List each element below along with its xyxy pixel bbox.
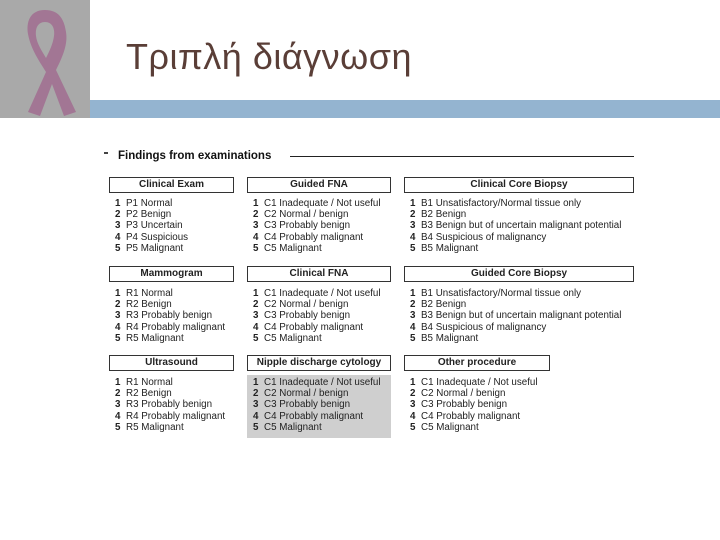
list-item xyxy=(410,333,634,344)
item-number: 5 xyxy=(253,421,259,433)
list-item xyxy=(410,198,634,209)
item-text: C3 Probably benign xyxy=(421,399,508,411)
item-number: 3 xyxy=(115,310,121,322)
item-number: 1 xyxy=(253,198,259,209)
panel-header-clinical-exam: Clinical Exam xyxy=(109,177,234,193)
findings-heading: Findings from examinations xyxy=(118,150,272,162)
item-number: 1 xyxy=(115,377,121,388)
list-item xyxy=(253,209,391,220)
item-text: B4 Suspicious of malignancy xyxy=(421,231,547,243)
list-item xyxy=(410,388,550,399)
item-text: B2 Benign xyxy=(421,299,467,311)
item-text: P5 Malignant xyxy=(126,242,184,254)
item-text: C2 Normal / benign xyxy=(264,299,349,311)
list-item xyxy=(115,333,235,344)
item-text: P2 Benign xyxy=(126,209,172,221)
list-item xyxy=(253,333,391,344)
list-item xyxy=(253,220,391,231)
panel-header-guided-fna: Guided FNA xyxy=(247,177,391,193)
panel-list-guided-fna xyxy=(247,198,391,254)
item-text: C4 Probably malignant xyxy=(264,410,364,422)
item-text: C4 Probably malignant xyxy=(264,231,364,243)
item-number: 3 xyxy=(253,310,259,322)
list-item xyxy=(410,288,634,299)
item-text: C4 Probably malignant xyxy=(264,321,364,333)
item-number: 5 xyxy=(410,332,416,344)
item-text: R5 Malignant xyxy=(126,421,184,433)
item-number: 5 xyxy=(115,421,121,433)
list-item xyxy=(253,422,391,433)
list-item xyxy=(115,299,235,310)
panel-header-ultrasound: Ultrasound xyxy=(109,355,234,371)
item-text: R2 Benign xyxy=(126,388,172,400)
item-number: 3 xyxy=(253,399,259,411)
ribbon-logo-panel xyxy=(0,0,90,118)
list-item xyxy=(410,310,634,321)
item-number: 2 xyxy=(410,299,416,311)
list-item xyxy=(253,399,391,410)
panel-list-guided-core-biopsy xyxy=(410,288,634,344)
item-text: B3 Benign but of uncertain malignant potential xyxy=(421,310,622,322)
item-number: 4 xyxy=(115,321,121,333)
list-item xyxy=(253,377,391,388)
list-item xyxy=(115,422,235,433)
list-item xyxy=(115,232,235,243)
item-text: P1 Normal xyxy=(126,198,173,209)
item-text: C5 Malignant xyxy=(264,332,322,344)
item-text: R4 Probably malignant xyxy=(126,321,226,333)
item-text: C5 Malignant xyxy=(264,242,322,254)
list-item xyxy=(410,232,634,243)
panel-header-nipple-discharge-cytology: Nipple discharge cytology xyxy=(247,355,391,371)
panel-list-nipple-discharge-cytology xyxy=(247,375,391,438)
item-text: C2 Normal / benign xyxy=(264,209,349,221)
list-item xyxy=(115,411,235,422)
item-number: 4 xyxy=(115,410,121,422)
item-number: 2 xyxy=(410,209,416,221)
item-number: 2 xyxy=(253,209,259,221)
panel-list-clinical-exam xyxy=(115,198,235,254)
item-text: C2 Normal / benign xyxy=(264,388,349,400)
list-item xyxy=(410,322,634,333)
item-number: 5 xyxy=(115,332,121,344)
list-item xyxy=(253,388,391,399)
item-text: R5 Malignant xyxy=(126,332,184,344)
item-text: C1 Inadequate / Not useful xyxy=(264,198,381,209)
panel-list-clinical-core-biopsy xyxy=(410,198,634,254)
item-number: 5 xyxy=(253,332,259,344)
slide-title: Τριπλή διάγνωση xyxy=(126,36,413,77)
panel-list-clinical-fna xyxy=(247,288,391,344)
item-text: B4 Suspicious of malignancy xyxy=(421,321,547,333)
item-number: 2 xyxy=(253,388,259,400)
list-item xyxy=(253,299,391,310)
item-number: 4 xyxy=(410,321,416,333)
list-item xyxy=(115,243,235,254)
list-item xyxy=(115,388,235,399)
item-text: B1 Unsatisfactory/Normal tissue only xyxy=(421,288,582,299)
item-text: B5 Malignant xyxy=(421,332,479,344)
item-text: C1 Inadequate / Not useful xyxy=(264,377,381,388)
panel-header-clinical-fna: Clinical FNA xyxy=(247,266,391,282)
item-text: C5 Malignant xyxy=(421,421,479,433)
list-item xyxy=(410,399,550,410)
item-number: 1 xyxy=(410,198,416,209)
findings-rule xyxy=(290,156,634,157)
bullet-mark xyxy=(104,152,108,154)
item-number: 4 xyxy=(253,321,259,333)
item-text: R3 Probably benign xyxy=(126,399,213,411)
item-text: B3 Benign but of uncertain malignant potential xyxy=(421,220,622,232)
item-number: 2 xyxy=(253,299,259,311)
list-item xyxy=(115,399,235,410)
title-divider-bar xyxy=(90,100,720,118)
item-number: 1 xyxy=(115,198,121,209)
item-number: 1 xyxy=(410,288,416,299)
list-item xyxy=(253,411,391,422)
item-number: 3 xyxy=(410,310,416,322)
list-item xyxy=(115,198,235,209)
item-number: 1 xyxy=(253,377,259,388)
item-text: R3 Probably benign xyxy=(126,310,213,322)
item-number: 3 xyxy=(115,399,121,411)
item-number: 4 xyxy=(115,231,121,243)
item-number: 2 xyxy=(115,388,121,400)
item-number: 4 xyxy=(253,231,259,243)
item-number: 1 xyxy=(410,377,416,388)
item-number: 5 xyxy=(410,421,416,433)
item-number: 4 xyxy=(410,410,416,422)
item-text: R1 Normal xyxy=(126,377,173,388)
item-number: 5 xyxy=(410,242,416,254)
list-item xyxy=(253,322,391,333)
item-number: 3 xyxy=(253,220,259,232)
item-text: R2 Benign xyxy=(126,299,172,311)
panel-header-other-procedure: Other procedure xyxy=(404,355,550,371)
panel-list-mammogram xyxy=(115,288,235,344)
panel-header-clinical-core-biopsy: Clinical Core Biopsy xyxy=(404,177,634,193)
list-item xyxy=(410,411,550,422)
panel-list-other-procedure xyxy=(410,377,550,433)
list-item xyxy=(253,310,391,321)
list-item xyxy=(410,377,550,388)
list-item xyxy=(253,232,391,243)
item-number: 5 xyxy=(253,242,259,254)
item-text: R4 Probably malignant xyxy=(126,410,226,422)
list-item xyxy=(115,310,235,321)
item-number: 2 xyxy=(115,299,121,311)
list-item xyxy=(410,220,634,231)
panel-header-guided-core-biopsy: Guided Core Biopsy xyxy=(404,266,634,282)
item-text: C1 Inadequate / Not useful xyxy=(421,377,538,388)
awareness-ribbon-icon xyxy=(0,0,90,118)
list-item xyxy=(115,209,235,220)
item-text: C3 Probably benign xyxy=(264,399,351,411)
item-number: 1 xyxy=(115,288,121,299)
item-number: 2 xyxy=(115,209,121,221)
item-number: 3 xyxy=(410,220,416,232)
item-text: C2 Normal / benign xyxy=(421,388,506,400)
list-item xyxy=(410,299,634,310)
list-item xyxy=(410,243,634,254)
item-text: P3 Uncertain xyxy=(126,220,183,232)
item-number: 3 xyxy=(410,399,416,411)
list-item xyxy=(410,422,550,433)
list-item xyxy=(115,220,235,231)
item-text: C3 Probably benign xyxy=(264,220,351,232)
list-item xyxy=(410,209,634,220)
list-item xyxy=(115,322,235,333)
item-text: B2 Benign xyxy=(421,209,467,221)
item-text: R1 Normal xyxy=(126,288,173,299)
list-item xyxy=(253,198,391,209)
item-number: 4 xyxy=(253,410,259,422)
item-text: C1 Inadequate / Not useful xyxy=(264,288,381,299)
item-number: 1 xyxy=(253,288,259,299)
item-text: B5 Malignant xyxy=(421,242,479,254)
list-item xyxy=(253,288,391,299)
item-text: C5 Malignant xyxy=(264,421,322,433)
list-item xyxy=(115,377,235,388)
item-text: C4 Probably malignant xyxy=(421,410,521,422)
item-text: C3 Probably benign xyxy=(264,310,351,322)
item-number: 3 xyxy=(115,220,121,232)
list-item xyxy=(253,243,391,254)
item-number: 4 xyxy=(410,231,416,243)
item-text: P4 Suspicious xyxy=(126,231,189,243)
panel-header-mammogram: Mammogram xyxy=(109,266,234,282)
list-item xyxy=(115,288,235,299)
panel-list-ultrasound xyxy=(115,377,235,433)
item-number: 2 xyxy=(410,388,416,400)
item-number: 5 xyxy=(115,242,121,254)
item-text: B1 Unsatisfactory/Normal tissue only xyxy=(421,198,582,209)
